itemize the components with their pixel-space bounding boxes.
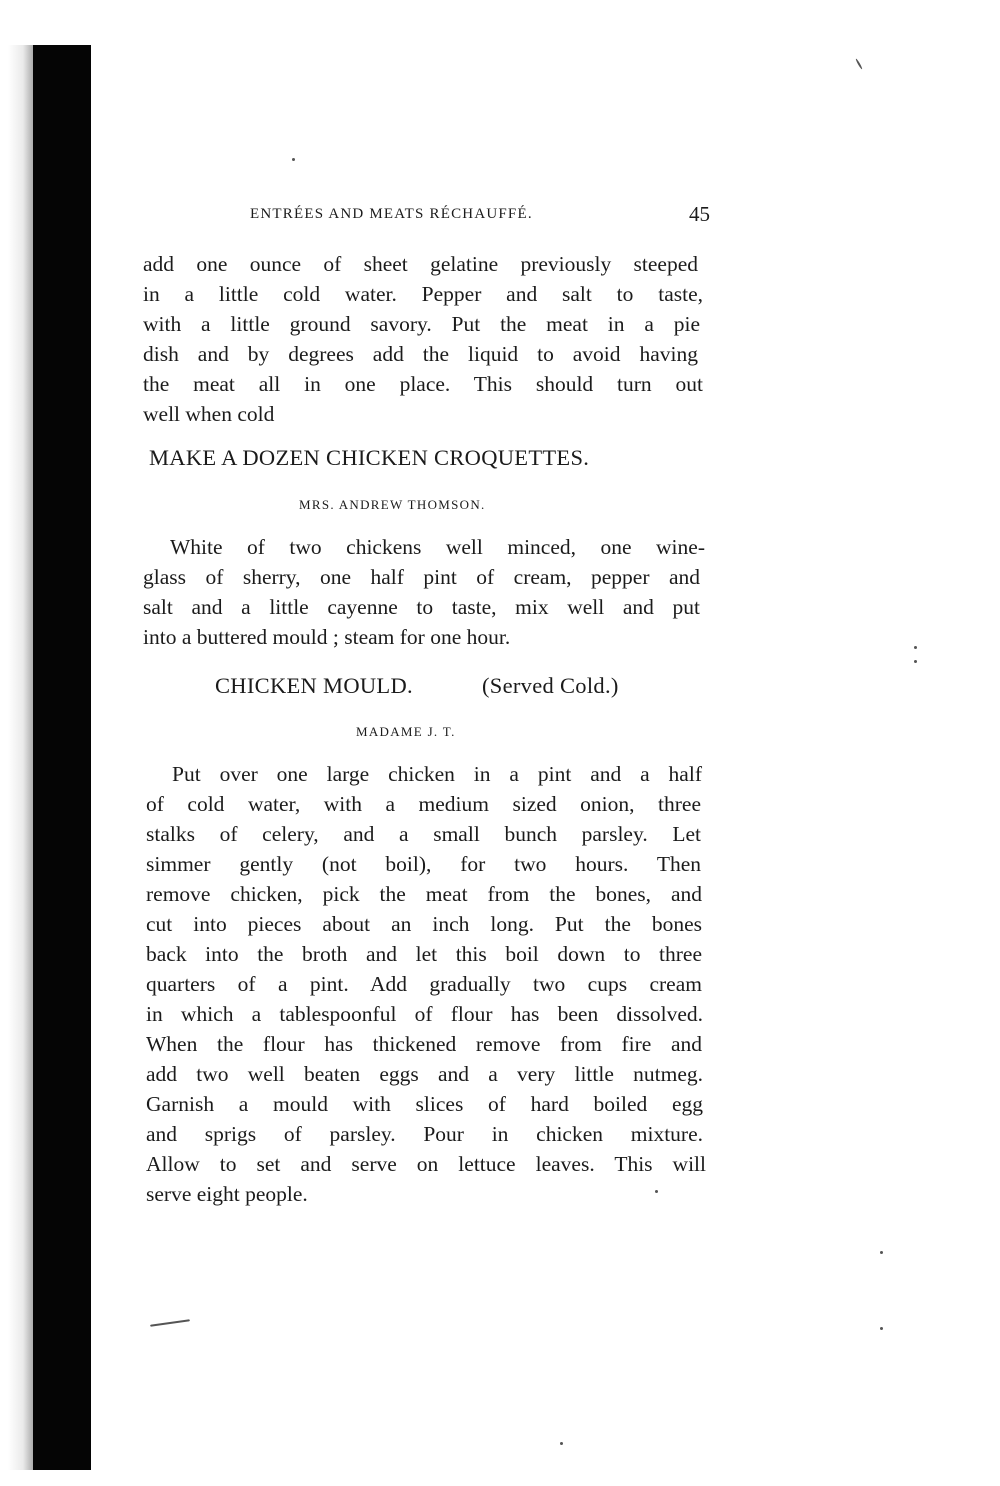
text-line: simmer gently (not boil), for two hours. Then bbox=[146, 852, 701, 876]
text-line: glass of sherry, one half pint of cream, pepper and bbox=[143, 565, 700, 589]
text-line: salt and a little cayenne to taste, mix well and put bbox=[143, 595, 700, 619]
text-line: dish and by degrees add the liquid to avoid having bbox=[143, 342, 698, 366]
scan-speck bbox=[655, 1190, 658, 1193]
text-line: Garnish a mould with slices of hard boiled egg bbox=[146, 1092, 703, 1116]
text-line: in which a tablespoonful of flour has been dissolved. bbox=[146, 1002, 703, 1026]
header-title: ENTRÉES AND MEATS RÉCHAUFFÉ. bbox=[250, 206, 533, 222]
spine-shadow bbox=[8, 45, 33, 1470]
scan-speck bbox=[880, 1327, 883, 1330]
scan-speck bbox=[855, 58, 863, 69]
text-line: Allow to set and serve on lettuce leaves. This will bbox=[146, 1152, 706, 1176]
text-line: remove chicken, pick the meat from the bones, and bbox=[146, 882, 702, 906]
text-line: the meat all in one place. This should turn out bbox=[143, 372, 703, 396]
text-line: of cold water, with a medium sized onion, three bbox=[146, 792, 701, 816]
text-line: stalks of celery, and a small bunch parsley. Let bbox=[146, 822, 701, 846]
text-line: well when cold bbox=[143, 402, 275, 426]
text-line: into a buttered mould ; steam for one hour. bbox=[143, 625, 511, 649]
recipe-title: MAKE A DOZEN CHICKEN CROQUETTES. bbox=[149, 445, 590, 470]
recipe-author: MRS. ANDREW THOMSON. bbox=[299, 497, 486, 512]
text-line: serve eight people. bbox=[146, 1182, 308, 1206]
scan-speck bbox=[292, 158, 295, 161]
text-line: Put over one large chicken in a pint and a half bbox=[172, 762, 702, 786]
scan-speck bbox=[560, 1442, 563, 1445]
text-line: cut into pieces about an inch long. Put the bones bbox=[146, 912, 702, 936]
running-header bbox=[250, 202, 710, 226]
scan-speck bbox=[880, 1251, 883, 1254]
recipe-title: CHICKEN MOULD. bbox=[215, 673, 413, 698]
text-line: quarters of a pint. Add gradually two cups cream bbox=[146, 972, 702, 996]
text-line: and sprigs of parsley. Pour in chicken mixture. bbox=[146, 1122, 703, 1146]
text-line: When the flour has thickened remove from fire and bbox=[146, 1032, 702, 1056]
page-number: 45 bbox=[689, 202, 710, 226]
text-line: add two well beaten eggs and a very little nutmeg. bbox=[146, 1062, 703, 1086]
recipe-subtitle: (Served Cold.) bbox=[482, 673, 619, 698]
text-line: with a little ground savory. Put the meat in a pie bbox=[143, 312, 700, 336]
text-line: back into the broth and let this boil down to three bbox=[146, 942, 702, 966]
scan-speck bbox=[914, 646, 917, 649]
text-line: in a little cold water. Pepper and salt to taste, bbox=[143, 282, 703, 306]
text-line: add one ounce of sheet gelatine previously steeped bbox=[143, 252, 698, 276]
recipe-author: MADAME J. T. bbox=[356, 724, 456, 739]
scan-speck bbox=[150, 1319, 190, 1327]
text-line: White of two chickens well minced, one wine- bbox=[170, 535, 705, 559]
scan-speck bbox=[914, 660, 917, 663]
book-spine bbox=[33, 45, 91, 1470]
